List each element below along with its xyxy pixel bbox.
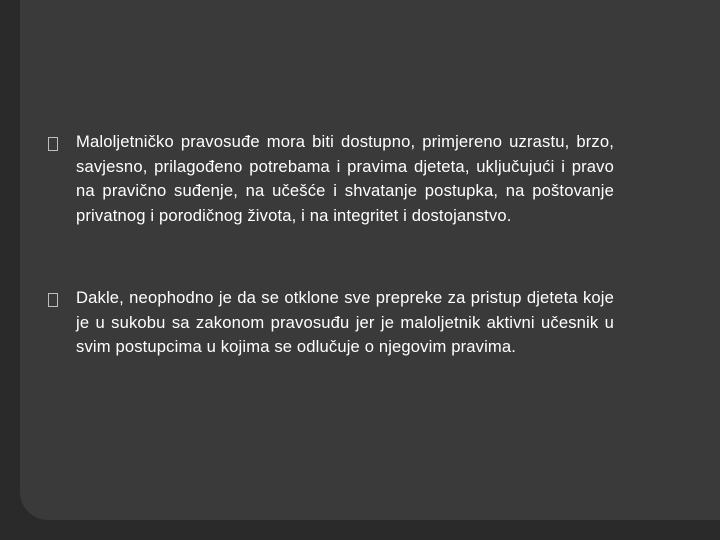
bullet-text: Dakle, neophodno je da se otklone sve prepreke za pristup djeteta koje je u sukobu sa zakonom pravosuđu jer je maloljetnik aktivni učesnik u svim postupcima u kojima se odlučuje o njegovim pravima. [76, 288, 614, 356]
bullet-item-2 [48, 286, 614, 360]
box-bullet-icon [48, 287, 76, 311]
bullet-list [48, 130, 614, 418]
box-bullet-icon [48, 131, 76, 155]
bullet-item-1 [48, 130, 614, 228]
bullet-text: Maloljetničko pravosuđe mora biti dostupno, primjereno uzrastu, brzo, savjesno, prilagođeno potrebama i pravima djeteta, uključujući i pravo na pravično suđenje, na učešće i shvatanje postupka, na poštovanje privatnog i porodičnog života, i na integritet i dostojanstvo. [76, 132, 614, 225]
